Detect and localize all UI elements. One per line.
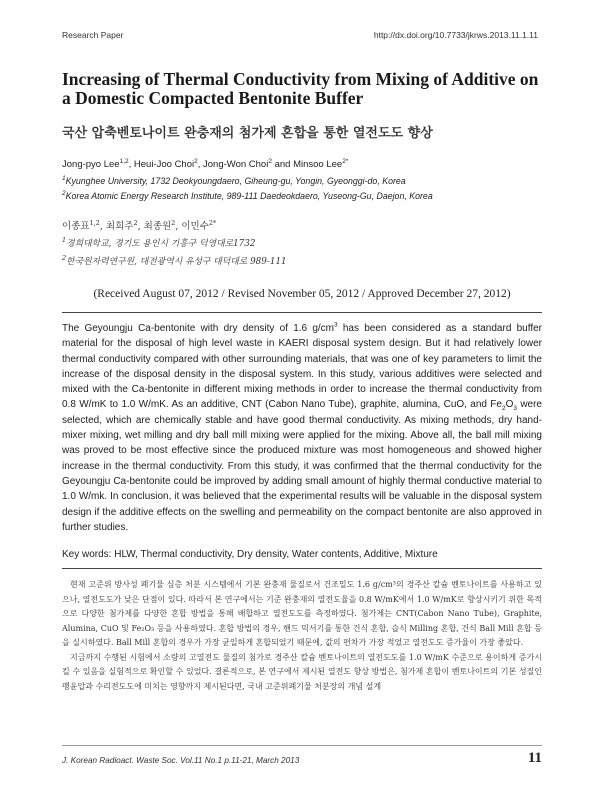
page-number: 11 [527, 750, 542, 766]
korean-abstract-paragraph: 현재 고준위 방사성 폐기물 심층 처분 시스템에서 기본 완충재 물질로서 건조밀도 1.6 g/cm³의 경주산 칼슘 벤토나이트를 사용하고 있으나, 열전도도가 낮은 단점이 있다. 따라서 본 연구에서는 기준 완충재의 열전도율을 0.8 W/mK에서 1.0 W/mK로 향상시키기 위한 목적으로 다양한 첨가제를 다양한 혼합 방법을 통해 배합하고 열전도도를 측정하였다. 첨가제는 CNT(Cabon Nano Tube), Graphite, Alumina, CuO 및 Fe₂O₃ 등을 사용하였다. 혼합 방법의 경우, 핸드 믹서기를 통한 건식 혼합, 습식 Milling 혼합, 건식 Ball Mill 혼합 등을 실시하였다. Ball Mill 혼합의 경우가 가장 균일하게 혼합되었기 때문에, 값의 편차가 가장 적었고 열전도도 증가율이 가장 좋았다. [62, 580, 542, 647]
divider [62, 312, 542, 313]
footer-divider [62, 745, 542, 746]
author-affiliation-mark: 2 [194, 157, 198, 165]
abstract: The Geyoungju Ca-bentonite with dry density of 1.6 $g/cm^3$ has been considered as a standard buffer material for the disposal of high level waste in KAERI disposal system design. But it had relatively lower thermal conductivity compared with other surrounding materials, that was one of key parameters to limit the increase of the disposal density in the disposal system. In this study, various additives were selected and mixed with the Ca-bentonite in different mixing methods in order to increase the thermal conductivity from 0.8 W/mK to 1.0 W/mK. As an additive, CNT (Cabon Nano Tube), graphite, alumina, CuO, and $Fe_2O_3$ were selected, which are chemically stable and have good thermal conductivity. As mixing methods, dry hand-mixer mixing, wet milling and dry ball mill mixing were applied for the mixing. Above all, the ball mill mixing was proved to be most effective since the produced mixture was most homogeneous and showed higher increase in the thermal conductivity. From this study, it was confirmed that the thermal conductivity for the Geyoungju Ca-bentonite could be improved by adding small amount of highly thermal conductive material to 1.0 W/mk. In conclusion, it was believed that the experimental results will be valuable in the disposal system design if the additive effects on the swelling and permeability on the compact bentonite are also approved in further studies. [62, 321, 543, 533]
author-name: 최종원 [143, 221, 172, 232]
keywords: Key words: HLW, Thermal conductivity, Dry density, Water contents, Additive, Mixture [62, 549, 438, 560]
korean-abstract [62, 578, 542, 694]
korean-affiliation: $^1$경희대학교, 경기도 용인시 기흥구 덕영대로1732 [62, 236, 256, 249]
korean-title: 국산 압축벤토나이트 완충재의 첨가제 혼합을 통한 열전도도 향상 [62, 126, 433, 141]
author-affiliation-mark: 2 [268, 157, 272, 165]
author-name: Minsoo Lee [293, 159, 343, 170]
author-name: Jong-Won Choi [203, 159, 269, 170]
doi-link[interactable]: http://dx.doi.org/10.7733/jkrws.2013.11.1.11 [373, 30, 538, 40]
divider [62, 568, 542, 569]
author-name: Heui-Joo Choi [133, 159, 195, 170]
author-list: Jong-pyo Lee$^{1,2}$, Heui-Joo Choi$^2$, Jong-Won Choi$^2$ and Minsoo Lee$^{2*}$ [62, 157, 349, 170]
author-affiliation-mark: 2* [342, 157, 349, 165]
author-name: 이민수 [181, 221, 209, 232]
header-label: Research Paper [62, 30, 124, 40]
paper-title: Increasing of Thermal Conductivity from Mixing of Additive on a Domestic Compacted Bentonite Buffer [62, 69, 539, 108]
received-dates: (Received August 07, 2012 / Revised November 05, 2012 / Approved December 27, 2012) [93, 288, 511, 300]
journal-citation: J. Korean Radioact. Waste Soc. Vol.11 No.1 p.11-21, March 2013 [62, 756, 300, 765]
author-name: 최희주 [105, 221, 134, 232]
korean-author-list: 이종표$^{1,2}$, 최희주$^2$, 최종원$^2$, 이민수$^{2*}$ [62, 218, 217, 232]
author-affiliation-mark: 1,2 [119, 157, 129, 165]
korean-abstract-paragraph: 지금까지 수행된 시험에서 소량의 고열전도 물질의 첨가로 경주산 칼슘 벤토나이트의 열전도도를 1.0 W/mK 수준으로 용이하게 증가시킬 수 있음을 실험적으로 확인할 수 있었다. 결론적으로, 본 연구에서 제시된 열전도 향상 방법은, 첨가제 혼합이 벤토나이트의 기본 성질인 팽윤압과 수리전도도에 미치는 영향까지 제시된다면, 국내 고준위폐기물 처분장의 개념 설계 [62, 652, 542, 691]
affiliation: $^2$Korea Atomic Energy Research Institute, 989-111 Daedeokdaero, Yuseong-Gu, Daejon, Korea [62, 190, 433, 201]
author-name: Jong-pyo Lee [62, 159, 120, 170]
affiliation: $^1$Kyunghee University, 1732 Deokyoungdaero, Giheung-gu, Yongin, Gyeonggi-do, Korea [62, 175, 406, 186]
author-name: 이종표 [62, 221, 90, 232]
korean-affiliation: $^2$한국원자력연구원, 대전광역시 유성구 대덕대로 989-111 [62, 254, 287, 267]
